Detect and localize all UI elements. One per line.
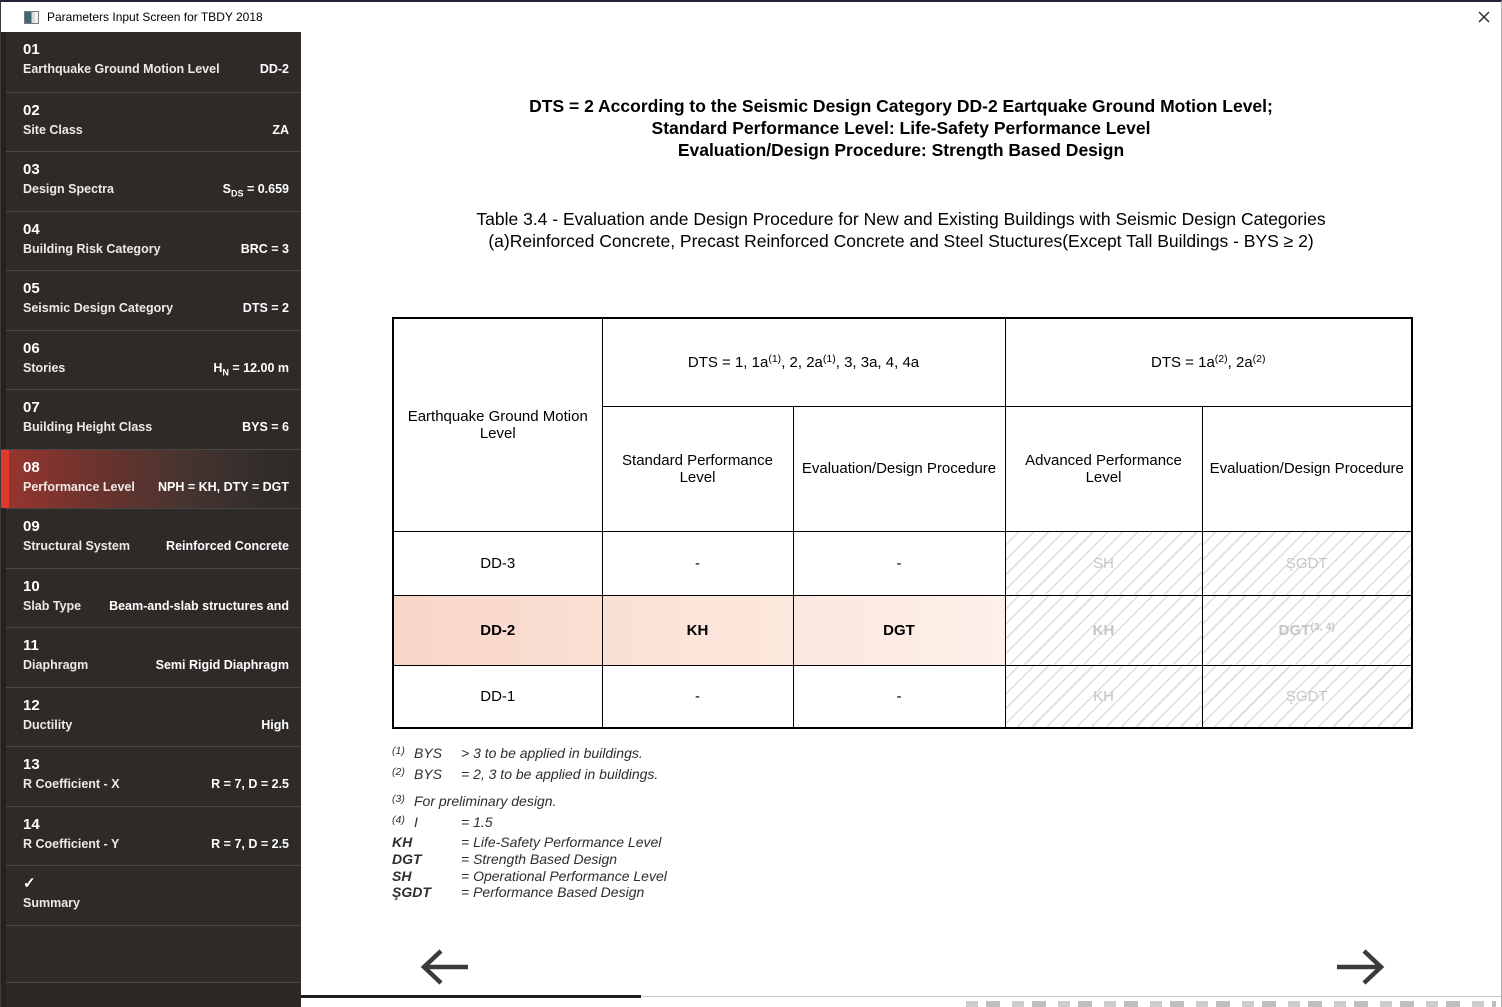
step-label: Summary [23,896,80,910]
sidebar-item-diaphragm[interactable] [6,627,301,687]
sidebar-item-stories[interactable] [6,330,301,390]
title-line-3: Evaluation/Design Procedure: Strength Based Design [677,140,1125,160]
cell-dd2-level: DD-2 [393,595,602,665]
subheader-advanced-performance: Advanced Performance Level [1005,406,1202,531]
step-label: Structural System [23,539,130,553]
cell-dd3-standard: - [602,531,793,595]
table-caption [386,208,1416,252]
step-value: Reinforced Concrete [166,539,289,553]
step-value: R = 7, D = 2.5 [211,836,289,851]
step-label: R Coefficient - Y [23,836,120,851]
cell-dd3-adv-eval: ŞGDT [1202,531,1412,595]
footnote-def: = 1.5 [461,814,493,830]
sidebar-item-building-height-class[interactable] [6,389,301,449]
abbreviation-kh [392,834,667,851]
sidebar-item-site-class[interactable] [6,92,301,152]
footnote-4 [392,813,667,834]
abbrev-def: = Strength Based Design [461,850,618,867]
cell-superscript: (3, 4) [1310,620,1335,633]
caption-line-2: (a)Reinforced Concrete, Precast Reinforced Concrete and Steel Stuctures(Except Tall Buildings - BYS ≥ 2) [488,231,1314,251]
step-number: 12 [23,696,40,714]
abbrev-term: DGT [392,850,422,867]
group2-text2: , 2a [1227,353,1253,371]
page-title [301,95,1501,161]
step-number: 14 [23,815,40,833]
abbrev-term: SH [392,867,412,884]
check-icon: ✓ [23,875,36,892]
step-value: ZA [272,122,289,137]
step-number: 01 [23,41,40,58]
footnote-term: BYS [414,766,443,782]
arrow-left-icon [419,947,471,987]
next-button[interactable] [1334,947,1386,987]
abbreviation-sh [392,868,667,885]
step-label: Site Class [23,122,83,137]
table-row-dd2-highlighted [393,595,1412,665]
step-value: BYS = 6 [242,420,289,434]
cell-dd1-advanced: KH [1005,665,1202,728]
cell-dd3-level: DD-3 [393,531,602,595]
abbreviation-dgt [392,851,667,868]
parameters-sidebar [1,32,301,1007]
step-number: 02 [23,101,40,119]
sidebar-item-design-spectra[interactable] [6,151,301,211]
group1-text3: , 3, 3a, 4, 4a [835,353,920,371]
close-icon [1477,10,1491,24]
footnote-def: = 2, 3 to be applied in buildings. [461,766,659,782]
group2-sup1: (2) [1214,352,1228,365]
step-value [122,182,289,199]
bottom-window-edge [301,995,1501,1007]
cell-dd3-eval: - [793,531,1005,595]
bottom-edge-dark-segment [301,995,641,998]
cell-dd1-standard: - [602,665,793,728]
step-number: 05 [23,280,40,297]
abbrev-term: ŞGDT [392,884,431,901]
value-subscript: DS [230,188,244,199]
cell-dd3-advanced: SH [1005,531,1202,595]
sidebar-item-r-coefficient-x[interactable] [6,746,301,806]
sidebar-item-ground-motion-level[interactable] [6,32,301,92]
group2-sup2: (2) [1252,352,1266,365]
table-row-dd3 [393,531,1412,595]
footnote-3 [392,792,667,813]
step-number: 10 [23,577,40,595]
footnotes-block [392,744,667,901]
value-symbol: S [222,182,231,196]
table-row-dd1 [393,665,1412,728]
step-label: Performance Level [23,479,135,494]
bottom-edge-line [641,996,1501,997]
step-value: BRC = 3 [240,241,289,256]
sidebar-item-structural-system[interactable] [6,508,301,568]
subheader-eval-design-1: Evaluation/Design Procedure [793,406,1005,531]
cell-dd1-eval: - [793,665,1005,728]
subheader-eval-design-2: Evaluation/Design Procedure [1202,406,1412,531]
corner-header-cell: Earthquake Ground Motion Level [393,318,602,531]
step-value: Semi Rigid Diaphragm [155,658,289,672]
group1-sup2: (1) [822,352,836,365]
subheader-standard-performance: Standard Performance Level [602,406,793,531]
step-value: R = 7, D = 2.5 [211,777,289,791]
group1-text: DTS = 1, 1a [687,353,769,371]
sidebar-footer-section [6,982,301,1007]
step-value: NPH = KH, DTY = DGT [157,479,289,494]
value-symbol: H [213,360,223,375]
dts-group1-header-cell [602,318,1005,406]
footnote-sup: (3) [392,793,405,805]
step-label: Building Risk Category [23,241,161,256]
step-number: 03 [23,161,40,178]
group2-text: DTS = 1a [1151,353,1215,371]
step-number: 11 [23,637,39,654]
footnote-sup: (2) [392,766,405,778]
step-label: Earthquake Ground Motion Level [23,62,220,76]
step-number: 13 [23,756,40,773]
abbrev-def: = Operational Performance Level [461,867,667,884]
sidebar-item-ductility[interactable] [6,687,301,747]
title-line-1: DTS = 2 According to the Seismic Design Category DD-2 Eartquake Ground Motion Level; [529,96,1273,116]
cell-dd2-eval: DGT [793,595,1005,665]
step-value: High [261,717,289,732]
arrow-right-icon [1334,947,1386,987]
abbrev-term: KH [392,834,413,850]
sidebar-item-seismic-design-category[interactable] [6,270,301,330]
cell-text: DGT [1278,621,1311,639]
step-number: 09 [23,518,40,535]
group1-text2: , 2, 2a [781,353,823,371]
design-procedure-table [392,317,1413,729]
sidebar-item-summary[interactable] [6,865,301,925]
step-label: Building Height Class [23,420,153,434]
step-number: 08 [23,458,40,476]
sidebar-item-building-risk-category[interactable] [6,211,301,271]
cell-dd2-advanced: KH [1005,595,1202,665]
footnote-1 [392,744,667,765]
footnote-2 [392,765,667,786]
content-panel [301,32,1501,1007]
step-label: R Coefficient - X [23,777,120,791]
app-icon [24,11,39,24]
cell-dd1-adv-eval: ŞGDT [1202,665,1412,728]
bottom-edge-clipped-text [966,1001,1496,1007]
step-label: Design Spectra [23,182,115,196]
footnote-term: BYS [414,745,443,761]
back-button[interactable] [419,947,471,987]
step-label: Seismic Design Category [23,301,174,315]
footnote-term: I [414,814,418,830]
dts-group2-header-cell [1005,318,1412,406]
footnote-sup: (1) [392,745,405,757]
step-label: Stories [23,360,66,375]
value-subscript: N [222,367,229,377]
step-number: 06 [23,339,40,357]
sidebar-empty-section [6,925,301,982]
step-number: 04 [23,220,40,238]
group1-sup1: (1) [768,352,782,365]
step-value: Beam-and-slab structures and [109,598,289,613]
cell-dd2-standard: KH [602,595,793,665]
abbrev-def: = Life-Safety Performance Level [461,834,662,850]
abbrev-def: = Performance Based Design [461,884,645,901]
value-rest: = 12.00 m [228,360,289,375]
footnote-def: > 3 to be applied in buildings. [461,745,643,761]
caption-line-1: Table 3.4 - Evaluation ande Design Procedure for New and Existing Buildings with Seismic Design Categories [476,209,1326,229]
step-value: DTS = 2 [242,301,289,315]
title-line-2: Standard Performance Level: Life-Safety Performance Level [651,118,1151,138]
title-bar [1,2,1501,32]
sidebar-item-slab-type[interactable] [6,568,301,628]
step-label: Slab Type [23,598,82,613]
window-title: Parameters Input Screen for TBDY 2018 [47,10,263,24]
step-value: DD-2 [259,62,289,76]
footnote-sup: (4) [392,814,405,826]
step-value [73,361,289,378]
footnote-def: For preliminary design. [414,793,557,809]
close-button[interactable] [1473,7,1495,27]
step-number: 07 [23,399,40,416]
cell-dd2-adv-eval [1202,595,1412,665]
step-label: Ductility [23,717,73,732]
abbreviation-sgdt [392,884,667,901]
sidebar-item-r-coefficient-y[interactable] [6,806,301,866]
cell-dd1-level: DD-1 [393,665,602,728]
value-rest: = 0.659 [243,182,289,196]
step-label: Diaphragm [23,658,89,672]
sidebar-item-performance-level[interactable] [1,449,301,509]
